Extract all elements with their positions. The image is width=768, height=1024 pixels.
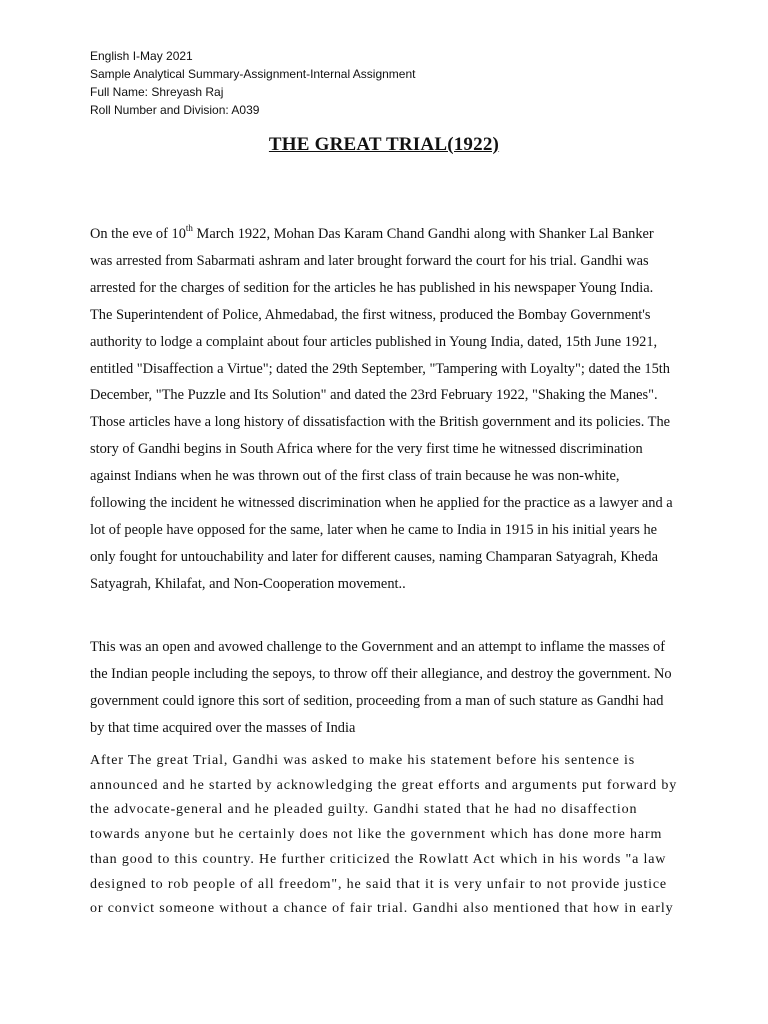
- paragraph-1-body: March 1922, Mohan Das Karam Chand Gandhi along with Shanker Lal Banker was arrested from Sabarmati ashram and later brought forward the court for his trial. Gandhi was arrested for the charges of sedition for the articles he has published in his newspaper Young India. The Superintendent of Police, Ahmedabad, the first witness, produced the Bombay Government's authority to lodge a complaint about four articles published in Young India, dated, 15th June 1921, entitled "Disaffection a Virtue"; dated the 29th September, "Tampering with Loyalty"; dated the 15th December, "The Puzzle and Its Solution" and dated the 23rd February 1922, "Shaking the Manes". Those articles have a long history of dissatisfaction with the British government and its policies. The story of Gandhi begins in South Africa where for the very first time he witnessed discrimination against Indians when he was thrown out of the first class of train because he was non-white, following the incident he witnessed discrimination when he applied for the practice as a lawyer and a lot of people have opposed for the same, later when he came to India in 1915 in his initial years he only fought for untouchability and later for different causes, naming Champaran Satyagrah, Kheda Satyagrah, Khilafat, and Non-Cooperation movement..: [90, 226, 673, 592]
- ordinal-superscript: th: [185, 223, 193, 234]
- paragraph-1: [90, 221, 678, 598]
- assignment-line: Sample Analytical Summary-Assignment-Internal Assignment: [90, 67, 416, 81]
- document-title: THE GREAT TRIAL(1922): [268, 134, 500, 155]
- full-name-line: Full Name: Shreyash Raj: [90, 85, 224, 99]
- course-line: English I-May 2021: [90, 49, 193, 63]
- paragraph-3: After The great Trial, Gandhi was asked to make his statement before his sentence is announced and he started by acknowledging the great efforts and arguments put forward by the advocate-general and he pleaded guilty. Gandhi stated that he had no disaffection towards anyone but he certainly does not like the government which has done more harm than good to this country. He further criticized the Rowlatt Act which in his words "a law designed to rob people of all freedom", he said that it is very unfair to not provide justice or convict someone without a chance of fair trial. Gandhi also mentioned that how in early: [90, 753, 678, 917]
- paragraph-1-lead: On the eve of 10: [90, 226, 186, 242]
- roll-number-line: Roll Number and Division: A039: [90, 103, 260, 117]
- document-header: [90, 47, 415, 119]
- paragraph-2: This was an open and avowed challenge to the Government and an attempt to inflame the masses of the Indian people including the sepoys, to throw off their allegiance, and destroy the government. No government could ignore this sort of sedition, proceeding from a man of such stature as Gandhi had by that time acquired over the masses of India: [90, 639, 672, 736]
